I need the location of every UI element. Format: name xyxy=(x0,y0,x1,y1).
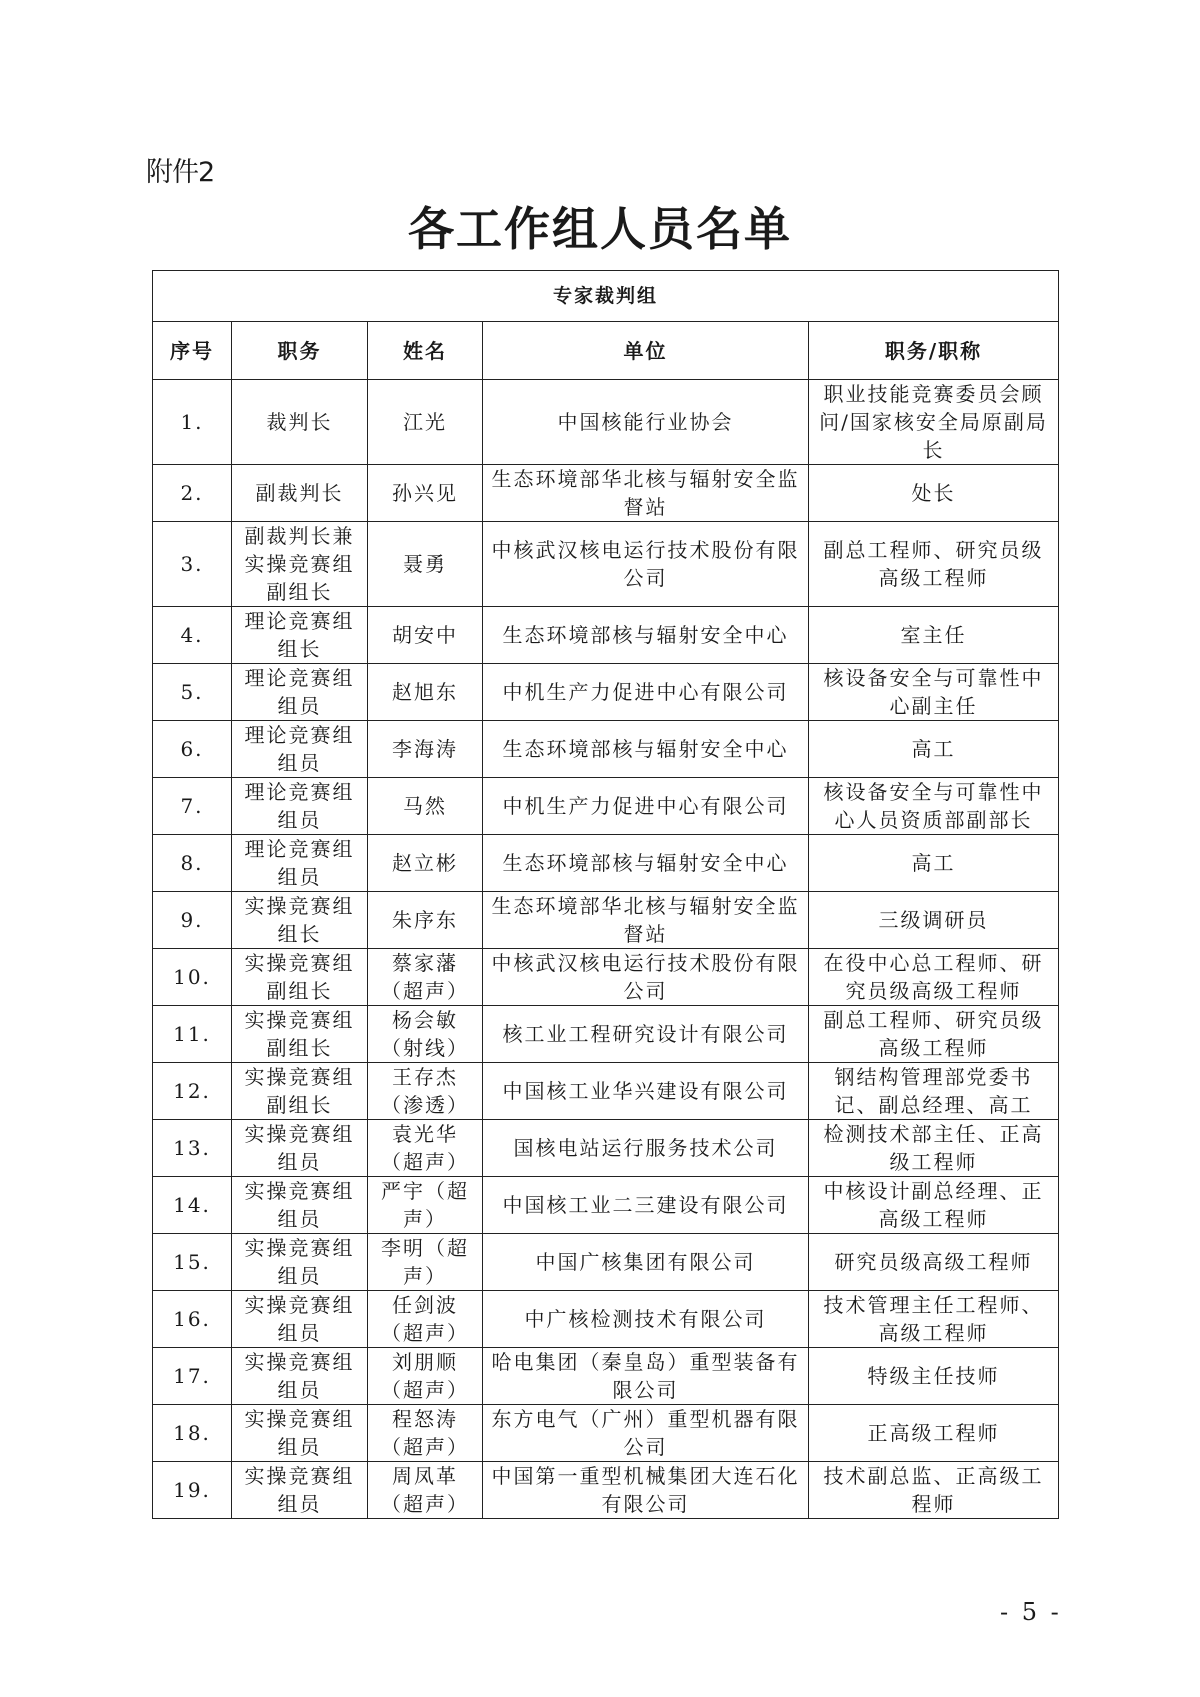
cell-no: 2. xyxy=(153,465,232,522)
cell-no: 8. xyxy=(153,835,232,892)
table-row xyxy=(153,778,1059,835)
cell-no: 4. xyxy=(153,607,232,664)
cell-name: 刘朋顺（超声） xyxy=(368,1348,483,1405)
cell-org: 中国核能行业协会 xyxy=(483,380,809,465)
cell-role: 实操竞赛组组员 xyxy=(232,1234,368,1291)
cell-role: 实操竞赛组组员 xyxy=(232,1405,368,1462)
column-header-row xyxy=(153,322,1059,380)
cell-name: 周凤革（超声） xyxy=(368,1462,483,1519)
cell-name: 严宇（超声） xyxy=(368,1177,483,1234)
cell-title: 核设备安全与可靠性中心副主任 xyxy=(809,664,1059,721)
cell-name: 胡安中 xyxy=(368,607,483,664)
cell-no: 1. xyxy=(153,380,232,465)
cell-no: 5. xyxy=(153,664,232,721)
cell-org: 中国核工业二三建设有限公司 xyxy=(483,1177,809,1234)
cell-title: 技术管理主任工程师、高级工程师 xyxy=(809,1291,1059,1348)
table-row xyxy=(153,892,1059,949)
table-body xyxy=(153,380,1059,1519)
cell-no: 6. xyxy=(153,721,232,778)
cell-org: 中国广核集团有限公司 xyxy=(483,1234,809,1291)
cell-role: 实操竞赛组组员 xyxy=(232,1177,368,1234)
page-number: - 5 - xyxy=(1000,1598,1059,1626)
table-row xyxy=(153,380,1059,465)
col-header-org: 单位 xyxy=(483,322,809,380)
cell-title: 室主任 xyxy=(809,607,1059,664)
cell-role: 理论竞赛组组员 xyxy=(232,721,368,778)
table-row xyxy=(153,1177,1059,1234)
cell-name: 赵立彬 xyxy=(368,835,483,892)
cell-title: 高工 xyxy=(809,835,1059,892)
cell-name: 马然 xyxy=(368,778,483,835)
cell-role: 裁判长 xyxy=(232,380,368,465)
col-header-no: 序号 xyxy=(153,322,232,380)
cell-title: 特级主任技师 xyxy=(809,1348,1059,1405)
cell-title: 钢结构管理部党委书记、副总经理、高工 xyxy=(809,1063,1059,1120)
table-row xyxy=(153,1120,1059,1177)
table-row xyxy=(153,1405,1059,1462)
table-row xyxy=(153,465,1059,522)
cell-role: 理论竞赛组组员 xyxy=(232,835,368,892)
cell-name: 杨会敏（射线） xyxy=(368,1006,483,1063)
cell-name: 聂勇 xyxy=(368,522,483,607)
cell-org: 生态环境部华北核与辐射安全监督站 xyxy=(483,465,809,522)
cell-title: 处长 xyxy=(809,465,1059,522)
cell-role: 实操竞赛组组员 xyxy=(232,1462,368,1519)
document-title: 各工作组人员名单 xyxy=(408,202,792,256)
cell-no: 9. xyxy=(153,892,232,949)
cell-name: 蔡家藩（超声） xyxy=(368,949,483,1006)
table-row xyxy=(153,1063,1059,1120)
cell-role: 理论竞赛组组员 xyxy=(232,664,368,721)
col-header-role: 职务 xyxy=(232,322,368,380)
cell-role: 实操竞赛组组员 xyxy=(232,1120,368,1177)
cell-no: 7. xyxy=(153,778,232,835)
col-header-title: 职务/职称 xyxy=(809,322,1059,380)
cell-org: 中国第一重型机械集团大连石化有限公司 xyxy=(483,1462,809,1519)
table-row xyxy=(153,1462,1059,1519)
cell-role: 副裁判长 xyxy=(232,465,368,522)
cell-org: 中国核工业华兴建设有限公司 xyxy=(483,1063,809,1120)
cell-name: 李海涛 xyxy=(368,721,483,778)
cell-title: 研究员级高级工程师 xyxy=(809,1234,1059,1291)
cell-name: 江光 xyxy=(368,380,483,465)
cell-role: 理论竞赛组组长 xyxy=(232,607,368,664)
cell-org: 中机生产力促进中心有限公司 xyxy=(483,664,809,721)
cell-title: 职业技能竞赛委员会顾问/国家核安全局原副局长 xyxy=(809,380,1059,465)
table-row xyxy=(153,1234,1059,1291)
cell-org: 中核武汉核电运行技术股份有限公司 xyxy=(483,522,809,607)
cell-title: 高工 xyxy=(809,721,1059,778)
cell-org: 生态环境部核与辐射安全中心 xyxy=(483,721,809,778)
cell-role: 实操竞赛组组员 xyxy=(232,1348,368,1405)
cell-org: 核工业工程研究设计有限公司 xyxy=(483,1006,809,1063)
cell-no: 13. xyxy=(153,1120,232,1177)
cell-no: 19. xyxy=(153,1462,232,1519)
cell-title: 检测技术部主任、正高级工程师 xyxy=(809,1120,1059,1177)
cell-title: 中核设计副总经理、正高级工程师 xyxy=(809,1177,1059,1234)
cell-org: 哈电集团（秦皇岛）重型装备有限公司 xyxy=(483,1348,809,1405)
table-row xyxy=(153,949,1059,1006)
cell-title: 在役中心总工程师、研究员级高级工程师 xyxy=(809,949,1059,1006)
cell-role: 实操竞赛组组长 xyxy=(232,892,368,949)
cell-no: 12. xyxy=(153,1063,232,1120)
cell-role: 实操竞赛组副组长 xyxy=(232,1006,368,1063)
cell-name: 赵旭东 xyxy=(368,664,483,721)
table-row xyxy=(153,721,1059,778)
cell-org: 中核武汉核电运行技术股份有限公司 xyxy=(483,949,809,1006)
cell-name: 袁光华（超声） xyxy=(368,1120,483,1177)
col-header-name: 姓名 xyxy=(368,322,483,380)
attachment-label: 附件2 xyxy=(146,157,215,188)
cell-org: 生态环境部核与辐射安全中心 xyxy=(483,835,809,892)
table-row xyxy=(153,522,1059,607)
cell-no: 15. xyxy=(153,1234,232,1291)
table-row xyxy=(153,664,1059,721)
table-row xyxy=(153,835,1059,892)
cell-org: 中机生产力促进中心有限公司 xyxy=(483,778,809,835)
cell-role: 实操竞赛组副组长 xyxy=(232,949,368,1006)
cell-no: 18. xyxy=(153,1405,232,1462)
cell-org: 生态环境部核与辐射安全中心 xyxy=(483,607,809,664)
cell-name: 李明（超声） xyxy=(368,1234,483,1291)
cell-title: 副总工程师、研究员级高级工程师 xyxy=(809,522,1059,607)
cell-no: 3. xyxy=(153,522,232,607)
cell-no: 16. xyxy=(153,1291,232,1348)
cell-name: 程怒涛（超声） xyxy=(368,1405,483,1462)
cell-org: 生态环境部华北核与辐射安全监督站 xyxy=(483,892,809,949)
cell-no: 10. xyxy=(153,949,232,1006)
cell-name: 王存杰（渗透） xyxy=(368,1063,483,1120)
cell-title: 核设备安全与可靠性中心人员资质部副部长 xyxy=(809,778,1059,835)
cell-name: 孙兴见 xyxy=(368,465,483,522)
cell-org: 国核电站运行服务技术公司 xyxy=(483,1120,809,1177)
table-row xyxy=(153,607,1059,664)
cell-name: 朱序东 xyxy=(368,892,483,949)
cell-title: 三级调研员 xyxy=(809,892,1059,949)
cell-no: 11. xyxy=(153,1006,232,1063)
cell-name: 任剑波（超声） xyxy=(368,1291,483,1348)
cell-role: 实操竞赛组副组长 xyxy=(232,1063,368,1120)
cell-no: 14. xyxy=(153,1177,232,1234)
cell-org: 中广核检测技术有限公司 xyxy=(483,1291,809,1348)
group-header-row xyxy=(153,271,1059,322)
table-row xyxy=(153,1006,1059,1063)
cell-org: 东方电气（广州）重型机器有限公司 xyxy=(483,1405,809,1462)
expert-judge-table xyxy=(152,270,1059,1519)
table-row xyxy=(153,1291,1059,1348)
cell-role: 副裁判长兼实操竞赛组副组长 xyxy=(232,522,368,607)
table-row xyxy=(153,1348,1059,1405)
cell-no: 17. xyxy=(153,1348,232,1405)
cell-role: 实操竞赛组组员 xyxy=(232,1291,368,1348)
cell-title: 正高级工程师 xyxy=(809,1405,1059,1462)
cell-role: 理论竞赛组组员 xyxy=(232,778,368,835)
cell-title: 技术副总监、正高级工程师 xyxy=(809,1462,1059,1519)
cell-title: 副总工程师、研究员级高级工程师 xyxy=(809,1006,1059,1063)
group-title: 专家裁判组 xyxy=(153,271,1059,322)
